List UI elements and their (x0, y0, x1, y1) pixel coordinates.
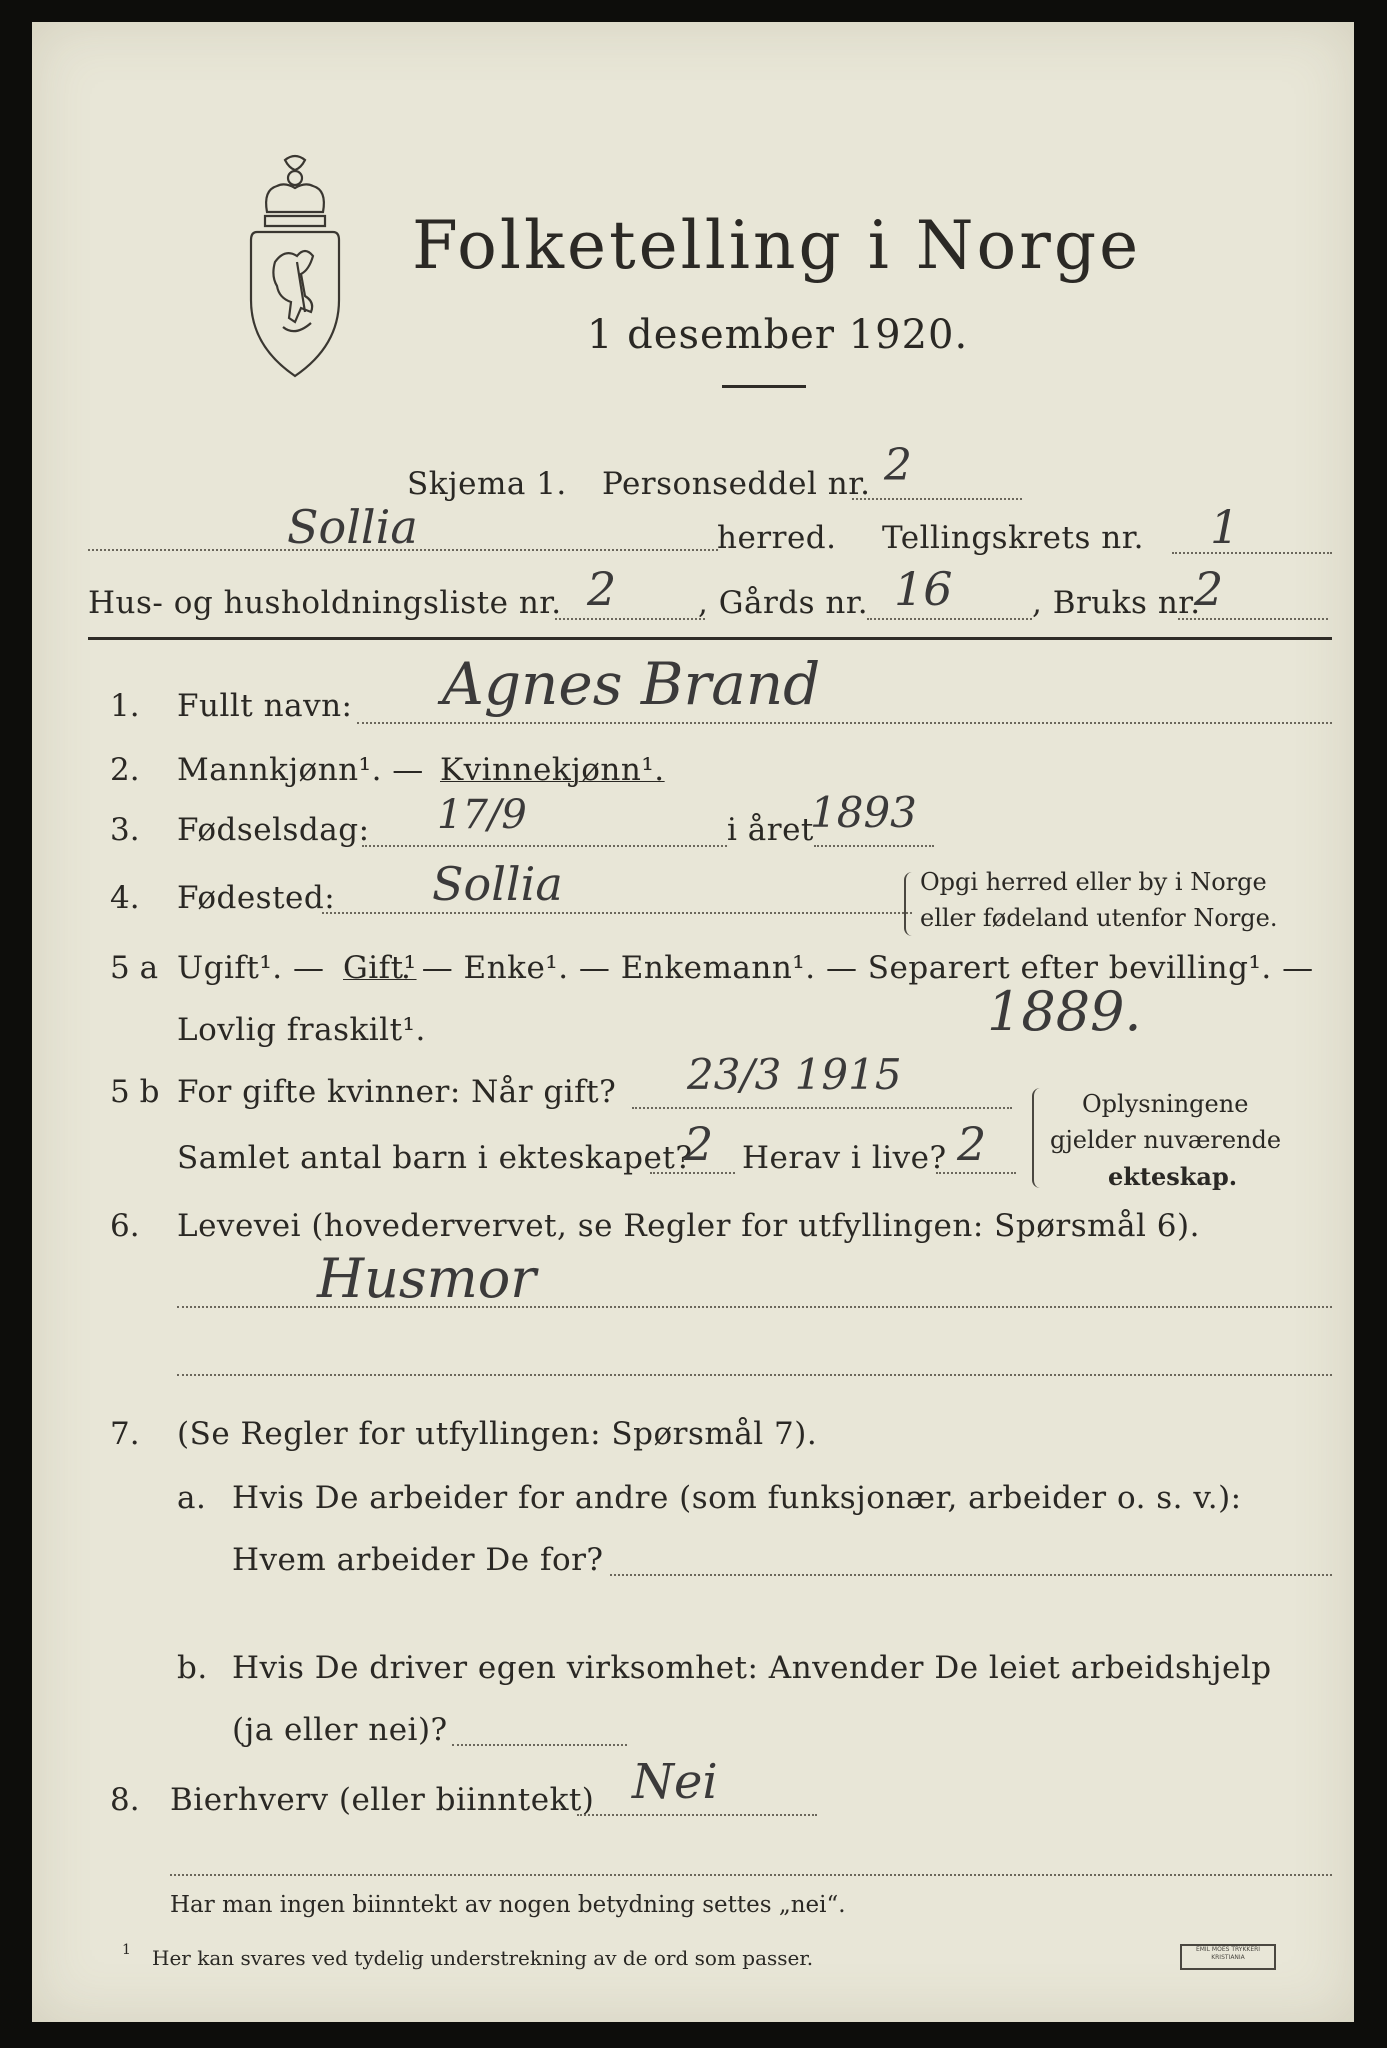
q2-kvinne: Kvinnekjønn¹. (440, 752, 665, 788)
q3-year-value: 1893 (810, 788, 917, 837)
q7a-field[interactable] (610, 1574, 1332, 1576)
q6-label: Levevei (hovedervervet, se Regler for utfyllingen: Spørsmål 6). (177, 1208, 1200, 1244)
q5b-note-brace (1032, 1088, 1040, 1188)
q5b-barn-field[interactable] (650, 1172, 735, 1174)
q7a-question: Hvem arbeider De for? (232, 1542, 604, 1578)
q6-field-1[interactable] (177, 1306, 1332, 1308)
q5a-margin-note: 1889. (987, 980, 1142, 1043)
q5a-gift: Gift¹ (343, 950, 417, 986)
page-title: Folketelling i Norge (412, 207, 1142, 284)
q1-field[interactable] (357, 722, 1332, 724)
q5b-live-value: 2 (957, 1117, 987, 1171)
bruks-field[interactable] (1178, 618, 1328, 620)
q3-value: 17/9 (437, 792, 527, 838)
q7b-number: b. (177, 1650, 208, 1686)
q5b-barn-label: Samlet antal barn i ekteskapet? (177, 1140, 693, 1176)
gards-value: 16 (894, 562, 953, 616)
q2-number: 2. (110, 752, 140, 788)
q7a-text: Hvis De arbeider for andre (som funksjonær, arbeider o. s. v.): (232, 1480, 1242, 1516)
q8-value: Nei (632, 1754, 718, 1810)
q5b-number: 5 b (110, 1074, 160, 1110)
q5a-rest: . — Enke¹. — Enkemann¹. — Separert efter bevilling¹. — (401, 950, 1314, 986)
gards-field[interactable] (867, 618, 1032, 620)
printer-stamp (1180, 1944, 1276, 1970)
bruks-value: 2 (1194, 562, 1224, 616)
gards-label: , Gårds nr. (698, 585, 869, 621)
q5b-label: For gifte kvinner: Når gift? (177, 1074, 617, 1110)
q8-field[interactable] (577, 1814, 817, 1816)
q1-value: Agnes Brand (442, 650, 821, 718)
q8-label: Bierhverv (eller biinntekt) (170, 1782, 595, 1818)
tellingskrets-label: Tellingskrets nr. (882, 520, 1144, 556)
q4-field[interactable] (322, 912, 912, 914)
q4-note-1: Opgi herred eller by i Norge (920, 868, 1267, 896)
q3-field[interactable] (362, 845, 727, 847)
coat-of-arms-icon (245, 152, 345, 384)
q6-number: 6. (110, 1208, 140, 1244)
q5b-field[interactable] (632, 1107, 1012, 1109)
q3-label: Fødselsdag: (177, 812, 370, 848)
hus-label: Hus- og husholdningsliste nr. (88, 585, 562, 621)
tellingskrets-field[interactable] (1172, 552, 1332, 554)
q3-number: 3. (110, 812, 140, 848)
q4-note-brace (904, 872, 912, 936)
q7a-number: a. (177, 1480, 207, 1516)
title-divider (722, 385, 806, 388)
q5b-note-1: Oplysningene (1082, 1090, 1249, 1118)
q3-year-label: i året (727, 812, 814, 848)
q4-number: 4. (110, 880, 140, 916)
q8-number: 8. (110, 1782, 140, 1818)
printer-stamp-text: EMIL MOES TRYKKERI KRISTIANIA (1195, 1946, 1261, 1961)
page-subtitle: 1 desember 1920. (587, 312, 969, 358)
q5b-note-2: gjelder nuværende (1050, 1126, 1282, 1154)
q5b-live-label: Herav i live? (742, 1140, 947, 1176)
hus-value: 2 (587, 562, 617, 616)
q7b-text: Hvis De driver egen virksomhet: Anvender De leiet arbeidshjelp (232, 1650, 1272, 1686)
q5b-value: 23/3 1915 (687, 1050, 902, 1099)
tellingskrets-value: 1 (1210, 500, 1240, 554)
q7-label: (Se Regler for utfyllingen: Spørsmål 7). (177, 1416, 818, 1452)
footnote-mark: 1 (122, 1942, 131, 1958)
q5a-number: 5 a (110, 950, 159, 986)
q6-field-2[interactable] (177, 1374, 1332, 1376)
census-form-page (32, 22, 1354, 2022)
q5a-line2: Lovlig fraskilt¹. (177, 1012, 426, 1048)
q5b-barn-value: 2 (684, 1117, 714, 1171)
q7b-question: (ja eller nei)? (232, 1712, 448, 1748)
q5b-note-3: ekteskap. (1108, 1162, 1238, 1191)
q2-mann: Mannkjønn¹. — (177, 752, 424, 788)
personseddel-value: 2 (884, 440, 912, 491)
q7b-field[interactable] (452, 1744, 627, 1746)
skjema-label: Skjema 1. (407, 466, 567, 502)
q5a-ugift: Ugift¹. — (177, 950, 325, 986)
personseddel-field[interactable] (852, 498, 1022, 500)
herred-label: herred. (717, 520, 837, 556)
q3-year-field[interactable] (814, 845, 934, 847)
q1-label: Fullt navn: (177, 688, 353, 724)
bruks-label: , Bruks nr. (1032, 585, 1201, 621)
herred-value: Sollia (287, 500, 418, 554)
q4-note-2: eller fødeland utenfor Norge. (920, 904, 1278, 932)
section-rule (88, 637, 1332, 640)
q6-value: Husmor (317, 1247, 537, 1310)
personseddel-label: Personseddel nr. (602, 466, 871, 502)
q4-label: Fødested: (177, 880, 336, 916)
q7-number: 7. (110, 1416, 140, 1452)
q4-value: Sollia (432, 857, 563, 911)
hus-field[interactable] (555, 618, 705, 620)
q5b-live-field[interactable] (936, 1172, 1016, 1174)
q1-number: 1. (110, 688, 140, 724)
footnote-text: Her kan svares ved tydelig understrekning av de ord som passer. (152, 1946, 814, 1970)
q8-field-2[interactable] (170, 1874, 1332, 1876)
footer-note: Har man ingen biinntekt av nogen betydning settes „nei“. (170, 1892, 846, 1918)
